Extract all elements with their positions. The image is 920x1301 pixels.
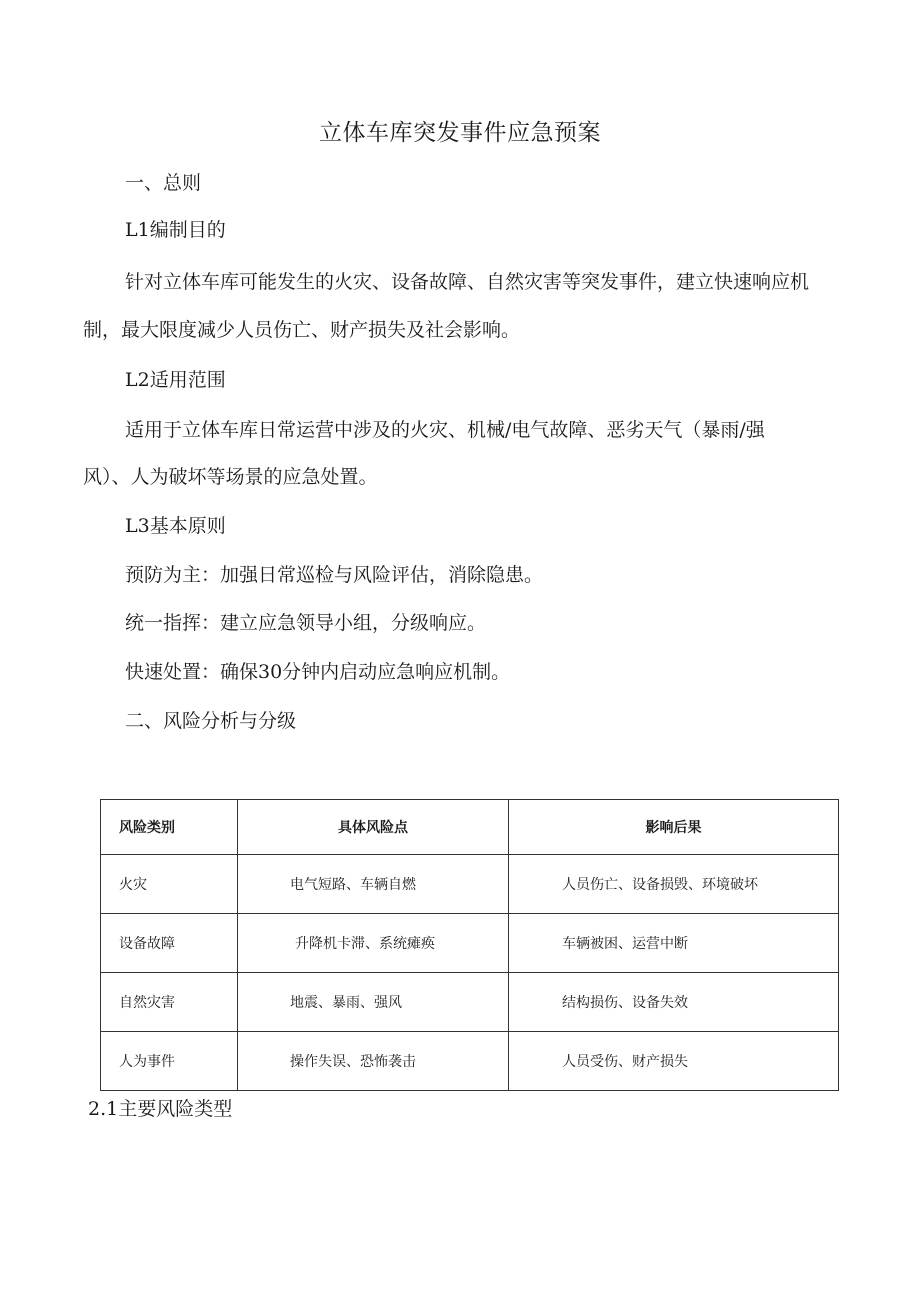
table-cell-category: 设备故障 [101,914,238,973]
table-row [101,1032,839,1091]
table-cell-risk-points: 电气短路、车辆自燃 [238,855,509,914]
table-header-risk-points: 具体风险点 [238,800,509,855]
principle-unified-command: 统一指挥：建立应急领导小组，分级响应。 [125,612,487,634]
section-1-3-heading: L3基本原则 [125,515,226,537]
table-cell-consequences: 人员受伤、财产损失 [509,1032,839,1091]
table-row [101,973,839,1032]
section-1-1-paragraph-line-1: 针对立体车库可能发生的火灾、设备故障、自然灾害等突发事件，建立快速响应机 [125,271,810,293]
principle-rapid-response: 快速处置：确保30分钟内启动应急响应机制。 [125,661,511,683]
table-cell-category: 火灾 [101,855,238,914]
document-title: 立体车库突发事件应急预案 [319,120,601,146]
principle-prevention: 预防为主：加强日常巡检与风险评估，消除隐患。 [125,564,544,586]
table-row [101,855,839,914]
table-cell-consequences: 人员伤亡、设备损毁、环境破坏 [509,855,839,914]
table-cell-risk-points: 操作失误、恐怖袭击 [238,1032,509,1091]
table-cell-category: 人为事件 [101,1032,238,1091]
table-header-row [101,800,839,855]
table-header-risk-category: 风险类别 [101,800,238,855]
table-header-consequences: 影响后果 [509,800,839,855]
table-cell-risk-points: 地震、暴雨、强风 [238,973,509,1032]
table-cell-category: 自然灾害 [101,973,238,1032]
section-2-1-heading: 2.1主要风险类型 [88,1098,233,1120]
section-1-heading: 一、总则 [125,172,202,194]
section-1-1-paragraph-line-2: 制，最大限度减少人员伤亡、财产损失及社会影响。 [83,319,521,341]
section-1-2-paragraph-line-2: 风）、人为破坏等场景的应急处置。 [83,466,378,488]
table-row [101,914,839,973]
section-1-2-heading: L2适用范围 [125,369,226,391]
section-2-heading: 二、风险分析与分级 [125,710,297,732]
risk-table [100,799,839,1091]
table-cell-consequences: 结构损伤、设备失效 [509,973,839,1032]
table-cell-risk-points: 升降机卡滞、系统瘫痪 [238,914,509,973]
section-1-1-heading: L1编制目的 [125,219,226,241]
table-cell-consequences: 车辆被困、运营中断 [509,914,839,973]
section-1-2-paragraph-line-1: 适用于立体车库日常运营中涉及的火灾、机械/电气故障、恶劣天气（暴雨/强 [125,419,765,441]
